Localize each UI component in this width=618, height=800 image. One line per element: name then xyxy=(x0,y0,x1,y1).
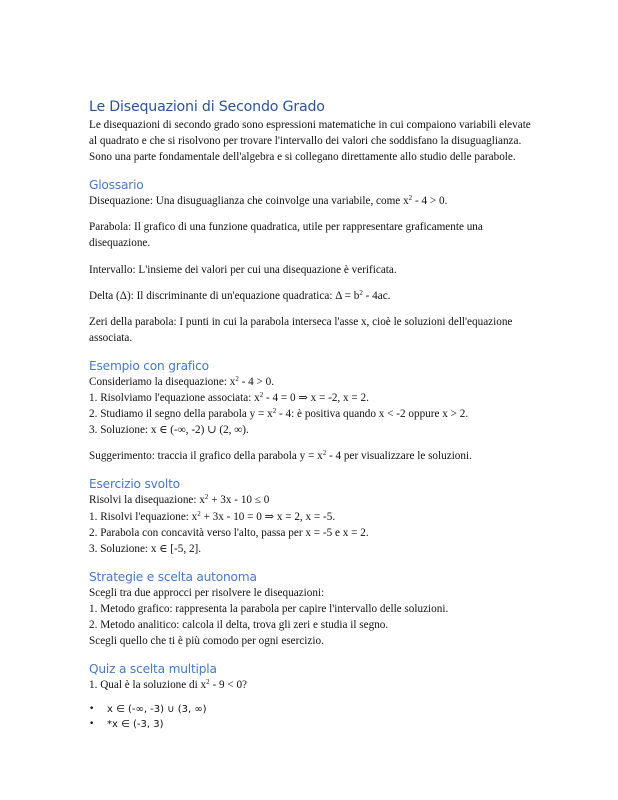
strategy-line: 2. Metodo analitico: calcola il delta, trova gli zeri e studia il segno. xyxy=(89,618,389,631)
exercise-line: 2. Parabola con concavità verso l'alto, passa per x = -5 e x = 2. xyxy=(89,526,369,539)
glossary-entry-disequazione: Disequazione: Una disuguaglianza che coinvolge una variabile, come $x^2 - 4 > 0$. xyxy=(89,194,448,208)
exercise-line: Risolvi la disequazione: $x^2 + 3x - 10 \le 0$ xyxy=(89,493,270,507)
document-body xyxy=(89,99,539,732)
section-heading-strategie: Strategie e scelta autonoma xyxy=(89,569,257,584)
glossary-entry-parabola: Parabola: Il grafico di una funzione quadratica, utile per rappresentare graficamente una disequazione. xyxy=(89,221,483,250)
strategy-line: 1. Metodo grafico: rappresenta la parabola per capire l'intervallo delle soluzioni. xyxy=(89,602,449,615)
quiz-option xyxy=(89,702,539,717)
section-heading-esercizio: Esercizio svolto xyxy=(89,477,180,492)
example-hint: Suggerimento: traccia il grafico della parabola $y = x^2 - 4$ per visualizzare le soluzioni. xyxy=(89,449,472,463)
example-line: 3. Soluzione: x ∈ (-∞, -2) ∪ (2, ∞). xyxy=(89,424,249,437)
strategy-line: Scegli quello che ti è più comodo per ogni esercizio. xyxy=(89,635,324,648)
glossary-entry-intervallo: Intervallo: L'insieme dei valori per cui una disequazione è verificata. xyxy=(89,263,397,276)
quiz-option xyxy=(89,717,539,732)
strategy-line: Scegli tra due approcci per risolvere le disequazioni: xyxy=(89,586,325,599)
bullet-icon: • xyxy=(89,704,95,715)
section-heading-quiz: Quiz a scelta multipla xyxy=(89,662,217,677)
quiz-option-label: x ∈ (-∞, -3) ∪ (3, ∞) xyxy=(107,704,207,716)
section-heading-glossario: Glossario xyxy=(89,178,144,193)
example-line: Consideriamo la disequazione: $x^2 - 4 > 0$. xyxy=(89,374,275,388)
glossary-entry-zeri: Zeri della parabola: I punti in cui la parabola interseca l'asse x, cioè le soluzioni dell'equazione associata. xyxy=(89,315,513,344)
quiz-options xyxy=(89,702,539,732)
section-heading-esempio: Esempio con grafico xyxy=(89,358,209,373)
intro-paragraph: Le disequazioni di secondo grado sono espressioni matematiche in cui compaiono variabili elevate al quadrato e che si risolvono per trovare l'intervallo dei valori che soddisfano la disuguaglianza. Sono una parte fondamentale dell'algebra e si collegano direttamente allo studio delle parabole. xyxy=(89,119,531,164)
glossary-entry-delta: Delta (Δ): Il discriminante di un'equazione quadratica: $\Delta = b^2 - 4ac$. xyxy=(89,288,391,302)
page-title: Le Disequazioni di Secondo Grado xyxy=(89,99,325,115)
example-line: 2. Studiamo il segno della parabola $y = x^2 - 4$: è positiva quando x < -2 oppure x > 2. xyxy=(89,407,469,421)
quiz-option-label: *x ∈ (-3, 3) xyxy=(107,719,164,731)
exercise-line: 3. Soluzione: x ∈ [-5, 2]. xyxy=(89,542,202,555)
exercise-line: 1. Risolvi l'equazione: $x^2 + 3x - 10 = 0$ ⇒ x = 2, x = -5. xyxy=(89,509,336,523)
bullet-icon: • xyxy=(89,719,95,730)
example-line: 1. Risolviamo l'equazione associata: $x^2 - 4 = 0$ ⇒ x = -2, x = 2. xyxy=(89,391,369,405)
quiz-question: 1. Qual è la soluzione di $x^2 - 9 < 0$? xyxy=(89,678,248,692)
